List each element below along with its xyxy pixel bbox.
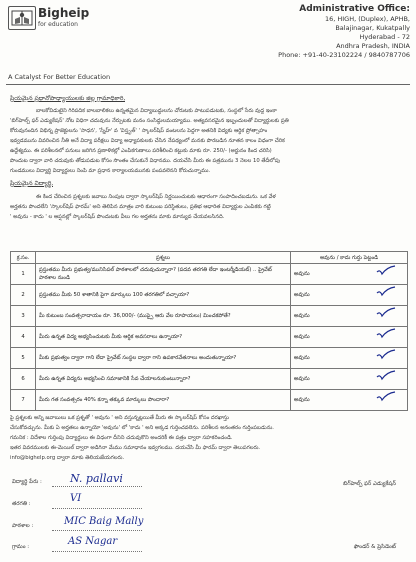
answer-cell[interactable]	[291, 285, 408, 306]
contact-email: info@bighelp.org ద్వారా మాకు తెలియజేయగలరు.	[10, 455, 125, 461]
question-text: ప్రస్తుతము మీరు ప్రభుత్వ/మునిసిపల్ పాఠశాలలో చదువుచున్నారా? (పదవ తరగతి లేదా ఇంటర్మీడియట్) .. ప్రైవేట్ పాఠశాల నుండి	[36, 264, 291, 285]
table-row	[11, 369, 408, 390]
eligibility-table	[10, 251, 408, 411]
table-row	[11, 348, 408, 369]
row-number: 6	[11, 369, 36, 390]
closing-line: చేసుకోవచ్చును. మీకు ఏ అర్హతలు ఉన్నాయో 'అవును' లో 'కాదు ' అని అక్కడ గుర్తించవలెను. పరిశీలన అనంతరం గుర్తింపబడును.	[10, 425, 274, 431]
name-label: విద్యార్థి పేరు :	[12, 479, 42, 485]
answer-yes: అవును	[294, 397, 310, 403]
table-header-row	[11, 252, 408, 264]
bighelp-logo-icon	[8, 6, 36, 30]
question-text: మీరు గత సంవత్సరం 40% కన్నా తక్కువ మార్కులు పొందారా?	[36, 390, 291, 411]
closing-line: పై ప్రశ్నలకు అన్ని జవాబులు ఒక ప్రశ్నతో ' అవును ' అని వస్తున్నట్లయితే మీరు ఈ స్కాలర్‌షిప్ కోసం దరఖాస్తు	[10, 415, 229, 421]
answer-yes: అవును	[294, 334, 310, 340]
paragraph-line: బాలకోవిడుటైని గిరిపదిక బాలబాలికలు ఉన్నతమైన విద్యాబుద్ధులను చోరుటకు పాటుపడుటకు, సంస్థలో సేరు వుద్ద ఇంకా	[36, 108, 277, 114]
office-title: Administrative Office:	[299, 4, 410, 14]
school-field[interactable]	[52, 530, 142, 531]
answer-yes: అవును	[294, 355, 310, 361]
class-label: తరగతి :	[12, 501, 31, 507]
question-text: మీరు ఉన్నత విద్య అభ్యసించుటకు మీకు ఆర్థిక అవసరాలు ఉన్నాయా?	[36, 327, 291, 348]
school-value: MIC Baig Mally	[64, 516, 144, 527]
village-value: AS Nagar	[68, 536, 118, 547]
answer-cell[interactable]	[291, 264, 408, 285]
row-number: 2	[11, 285, 36, 306]
office-phone: Phone: +91-40-23102224 / 9840787706	[278, 51, 410, 59]
answer-cell[interactable]	[291, 306, 408, 327]
answer-yes: అవును	[294, 292, 310, 298]
salutation: ప్రియమైన ప్రధానోపాధ్యాయులకు జిల్ల గ్రామాధికారి,	[10, 95, 126, 102]
paragraph-line: అర్హతను పొందలేని 'స్కాలర్‌షిప్ ఫారమ్' అని తెలిపిన మాత్రం వారి కుటుంబ పరిస్థితులు, ప్రతిభ ఆధారిత విద్యార్థుల ఎంపికకు గట్టి	[10, 204, 271, 210]
village-label: గ్రామం :	[12, 544, 30, 550]
answer-yes: అవును	[294, 271, 310, 277]
row-number: 1	[11, 264, 36, 285]
header-divider	[6, 84, 410, 85]
student-subheading: ప్రియమైన విద్యార్థి,	[10, 180, 54, 187]
paragraph-line: ' అవును - కాదు ' ల ఆప్షనల్లో స్కాలర్‌షిప్ పొందుటకు వీలు గల అర్హతను మాకు మాన్యువ చేయవలసినది.	[10, 214, 225, 220]
office-line: 16, HIGH, (Duplex), APHB,	[324, 15, 410, 23]
class-field[interactable]	[52, 508, 142, 509]
class-value: VI	[70, 493, 82, 504]
checkmark-icon	[375, 307, 397, 321]
col-header-serial: క్ర.సం.	[11, 252, 36, 264]
checkmark-icon	[375, 328, 397, 342]
table-row	[11, 285, 408, 306]
row-number: 5	[11, 348, 36, 369]
checkmark-icon	[375, 286, 397, 300]
checkmark-icon	[375, 265, 397, 279]
checkmark-icon	[375, 349, 397, 363]
paragraph-line: పొందుట ద్వారా వారి చదువుకు తోడుపడుట కోసం సొంతం చేసుకునే విధానము. దయచేసి మీరు ఈ పత్రమును 3 నెలల 10 తేదీలోపు	[10, 158, 280, 164]
answer-cell[interactable]	[291, 348, 408, 369]
answer-cell[interactable]	[291, 369, 408, 390]
school-label: పాఠశాల :	[12, 523, 34, 529]
office-line: Hyderabad - 72	[359, 33, 410, 41]
checkmark-icon	[375, 391, 397, 405]
village-field[interactable]	[52, 551, 142, 552]
brand-subtitle: for education	[38, 21, 78, 28]
answer-yes: అవును	[294, 376, 310, 382]
col-header-question: ప్రశ్నలు	[36, 252, 291, 264]
paragraph-line: కోరువునందిన విభిన్న ప్రాజెక్టులను 'సాధన', 'స్నేహ్' వ 'విస్తృత్' ' స్కాలర్‌షిప్ వంటలను పెద్దగా అతనికి విద్యకు ఆర్థిక ప్రోత్సాహం	[10, 128, 268, 134]
name-field[interactable]	[52, 486, 142, 487]
table-row	[11, 306, 408, 327]
col-header-answer: అవును / కాదు గుర్తు పెట్టండి	[291, 252, 408, 264]
paragraph-line: ఉద్దేశ్యము. ఈ పరిశీలనలో పనులు జరిగిన ప్రణాళికల్లో ఎంపికగుణాలు పరిశీలించి కట్టుకు మాకు రూ. 250/- (అర్జునం కింద చరిసి)	[10, 148, 272, 154]
answer-cell[interactable]	[291, 390, 408, 411]
paragraph-line: ఇవ్వడమును వివరించిన నీతి అనే విద్యా పరీక్షలు విద్యా అధ్యాపకులకు చేసిన నేపథ్యంలో మనకు పొరబడిన నూతన కాలం విధంగా చేరిక	[10, 138, 285, 144]
paragraph-line: 'బిగ్‌హెల్ప్ ఫర్ ఎడ్యుకేషన్' నోట విధిగా చదువును నేర్పుటకు మనం సంసిద్ధులమయ్యాము. అత్యవసరమైన ఇబ్బందులతో విద్యార్థులకు ప్రతి	[10, 118, 289, 124]
office-address	[230, 4, 410, 60]
table-row	[11, 264, 408, 285]
closing-line: ఇతర వివరములకు ఈ-మెయిల్ ద్వారా అడిగినా మేము సమాధానం ఇవ్వగలము. దయచేసి మీ ఫారమ్ ద్వారా తెలుపగలరు.	[10, 445, 261, 451]
answer-yes: అవును	[294, 313, 310, 319]
question-text: మీ కుటుంబ సంవత్సరాదాయం రూ. 36,000/- (ముప్పై ఆరు వేల రూపాయలు) మించకపోతే?	[36, 306, 291, 327]
office-line: Andhra Pradesh, INDIA	[336, 42, 410, 50]
row-number: 7	[11, 390, 36, 411]
brand-name: Bigheip	[38, 6, 90, 20]
table-row	[11, 390, 408, 411]
question-text: మీరు ఉన్నత విద్యను అభ్యసించి సమాజానికి సేవ చేయాలనుకుంటున్నారా?	[36, 369, 291, 390]
checkmark-icon	[375, 370, 397, 384]
paragraph-line: ఈ కింద చేరించిన ప్రశ్నలకు జవాబు నింపుట ద్వారా స్కాలర్‌షిప్‌ నిర్ణయించుటకు ఆధారంగా సంపాదించబడును. ఒక వేళ	[36, 194, 276, 200]
question-text: ప్రస్తుతము మీకు 50 శాతానికి పైగా మార్కులు 100 తరగతిలో వచ్చాయా?	[36, 285, 291, 306]
note-line: గమనిక : విదేశాల గుర్తింపు విద్యార్థులు ఈ విధంగా దీనిని చదువుకొని అందరికీ ఈ పత్రం ద్వారా సహకరించండి.	[10, 435, 233, 441]
question-text: మీకు ప్రభుత్వం ద్వారా గాని లేదా ప్రైవేట్ సంస్థల ద్వారా గాని ఉపకారవేతనాలు అందుతున్నాయా?	[36, 348, 291, 369]
row-number: 3	[11, 306, 36, 327]
table-row	[11, 327, 408, 348]
signature-org: బిగ్‌హెల్ప్ ఫర్ ఎడ్యుకేషన్	[343, 481, 396, 487]
signature-title: ఫౌండర్ & ప్రెసిడెంట్	[353, 544, 396, 550]
office-line: Balajinagar, Kukatpally	[335, 24, 410, 32]
paragraph-line: గుండములు విద్యార్థి విద్యార్థులు నింపి మా ప్రధాన కార్యాలయమునకు పంపవలెనని కోరుచున్నాము.	[10, 168, 211, 174]
name-value: N. pallavi	[70, 472, 123, 485]
row-number: 4	[11, 327, 36, 348]
answer-cell[interactable]	[291, 327, 408, 348]
tagline: A Catalyst For Better Education	[8, 73, 111, 81]
